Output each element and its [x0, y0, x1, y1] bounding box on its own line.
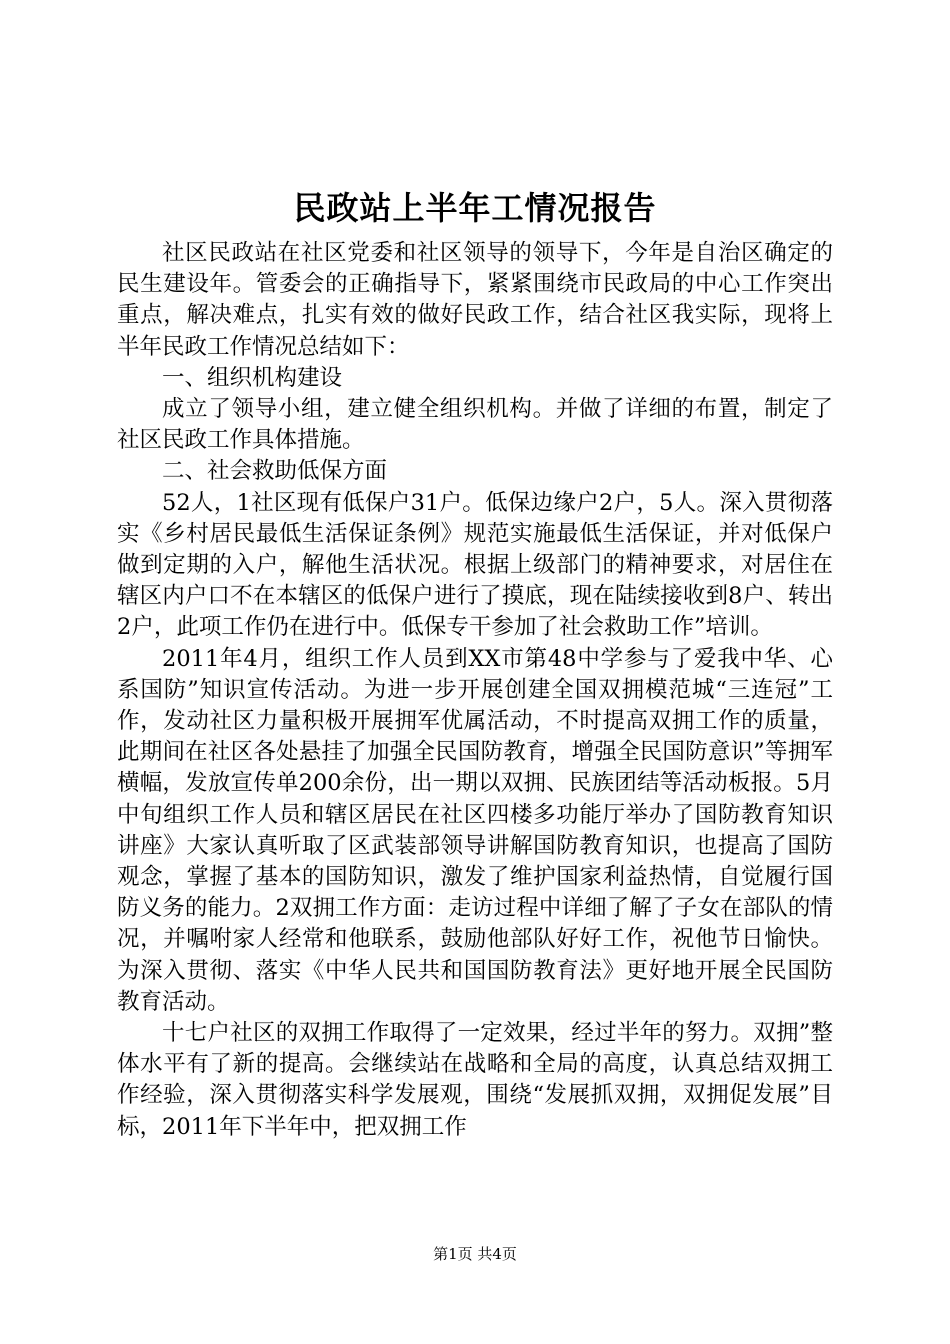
paragraph-organization: 成立了领导小组，建立健全组织机构。并做了详细的布置，制定了社区民政工作具体措施。 [117, 396, 833, 454]
document-body [117, 238, 833, 1143]
paragraph-intro: 社区民政站在社区党委和社区领导的领导下，今年是自治区确定的民生建设年。管委会的正确指导下，紧紧围绕市民政局的中心工作突出重点，解决难点，扎实有效的做好民政工作，结合社区我实际，现将上半年民政工作情况总结如下： [117, 240, 833, 360]
paragraph-national-defense: 2011年4月，组织工作人员到XX市第48中学参与了爱我中华、心系国防”知识宣传活动。为进一步开展创建全国双拥模范城“三连冠”工作，发动社区力量积极开展拥军优属活动，不时提高双拥工作的质量，此期间在社区各处悬挂了加强全民国防教育，增强全民国防意识”等拥军横幅，发放宣传单200余份，出一期以双拥、民族团结等活动板报。5月中旬组织工作人员和辖区居民在社区四楼多功能厅举办了国防教育知识讲座》大家认真听取了区武装部领导讲解国防教育知识，也提高了国防观念，掌握了基本的国防知识，激发了维护国家利益热情，自觉履行国防义务的能力。2双拥工作方面：走访过程中详细了解了子女在部队的情况，并嘱咐家人经常和他联系，鼓励他部队好好工作，祝他节日愉快。为深入贯彻、落实《中华人民共和国国防教育法》更好地开展全民国防教育活动。 [117, 645, 833, 1015]
section-heading-organization: 一、组织机构建设 [162, 364, 343, 391]
paragraph-low-income: 52人，1社区现有低保户31户。低保边缘户2户，5人。深入贯彻落实《乡村居民最低生活保证条例》规范实施最低生活保证，并对低保户做到定期的入户，解他生活状况。根据上级部门的精神要求，对居住在辖区内户口不在本辖区的低保户进行了摸底，现在陆续接收到8户、转出2户，此项工作仍在进行中。低保专干参加了社会救助工作”培训。 [117, 489, 833, 641]
document-title: 民政站上半年工情况报告 [293, 189, 657, 227]
page-footer: 第1页 共4页 [433, 1245, 517, 1263]
paragraph-double-support: 十七户社区的双拥工作取得了一定效果，经过半年的努力。双拥”整体水平有了新的提高。会继续站在战略和全局的高度，认真总结双拥工作经验，深入贯彻落实科学发展观，围绕“发展抓双拥，双拥促发展”目标，2011年下半年中，把双拥工作 [117, 1020, 833, 1140]
section-heading-social-assistance: 二、社会救助低保方面 [162, 458, 388, 485]
